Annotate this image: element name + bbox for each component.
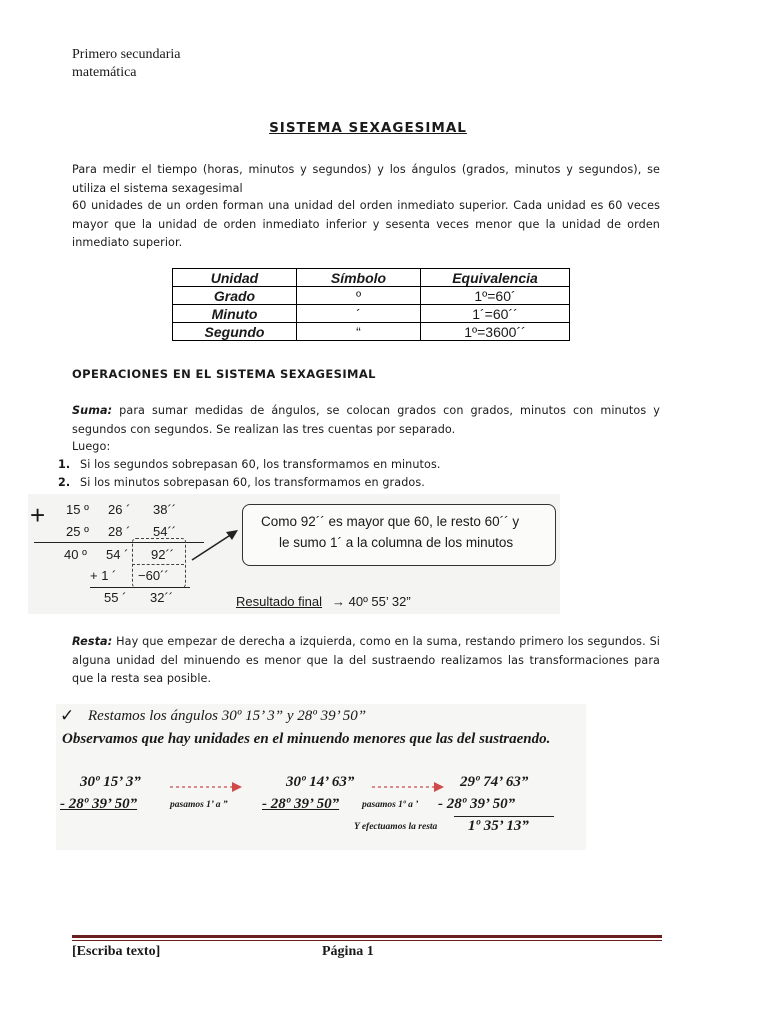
suma-paragraph — [72, 402, 660, 439]
table-cell: 1´=60´´ — [421, 305, 570, 323]
sum-row1-minutes: 26 ´ — [108, 502, 131, 517]
table-cell: Grado — [173, 287, 297, 305]
resta-b-subtrahend: - 28º 39’ 50” — [262, 796, 340, 812]
red-arrow-icon — [370, 780, 446, 794]
suma-label: Suma: — [72, 404, 113, 417]
table-row — [173, 323, 570, 341]
table-row — [173, 305, 570, 323]
table-cell: ´ — [297, 305, 421, 323]
intro-paragraph-2: 60 unidades de un orden forman una unidad del orden inmediato superior. Cada unidad es 60 veces mayor que la unidad de orden inmediato inferior y sesenta veces menor que la unidad de orden inmediato superior. — [72, 199, 660, 249]
resta-c-subtrahend: - 28º 39’ 50” — [438, 796, 516, 812]
table-cell: “ — [297, 323, 421, 341]
resta-example-figure — [56, 704, 586, 850]
arrow-icon — [188, 524, 244, 564]
step-text: Si los minutos sobrepasan 60, los transformamos en grados. — [80, 476, 425, 489]
table-cell: 1º=60´ — [421, 287, 570, 305]
resta-step-2-label: pasamos 1º a ’ — [362, 800, 419, 810]
result-value: → 40º 55’ 32” — [332, 594, 411, 609]
sum-subtract-seconds: −60´´ — [138, 568, 169, 583]
resta-text: Hay que empezar de derecha a izquierda, como en la suma, restando primero los segundos. Si alguna unidad del minuendo es menor que la del sustraendo realizamos las transformaciones para que la resta sea posible. — [72, 635, 660, 685]
suma-example-figure — [28, 494, 560, 614]
table-header-cell: Símbolo — [297, 269, 421, 287]
check-icon: ✓ — [60, 706, 75, 726]
resta-step-3-label: Y efectuamos la resta — [354, 822, 438, 832]
sum-row1-degrees: 15 º — [66, 502, 89, 517]
sum-row2-degrees: 25 º — [66, 524, 89, 539]
sum-result-minutes: 55 ´ — [104, 590, 127, 605]
resta-a-subtrahend: - 28º 39’ 50” — [60, 796, 138, 812]
operations-heading: OPERACIONES EN EL SISTEMA SEXAGESIMAL — [72, 367, 376, 381]
suma-step-1 — [58, 456, 441, 475]
explanation-line-1: Como 92´´ es mayor que 60, le resto 60´´ y — [261, 514, 520, 529]
sum-row3-seconds: 92´´ — [151, 547, 175, 562]
sum-row3-minutes: 54 ´ — [106, 547, 129, 562]
step-number: 2. — [58, 476, 71, 489]
suma-luego: Luego: — [72, 440, 111, 453]
resta-figure-line-2: Observamos que hay unidades en el minuendo menores que las del sustraendo. — [62, 731, 551, 747]
footer-rule-thick — [72, 935, 662, 938]
sum-row3-degrees: 40 º — [64, 547, 87, 562]
page-title: SISTEMA SEXAGESIMAL — [269, 120, 467, 136]
table-header-cell: Equivalencia — [421, 269, 570, 287]
table-cell: Minuto — [173, 305, 297, 323]
resta-b-minuend: 30º 14’ 63” — [286, 774, 355, 790]
explanation-box — [242, 504, 556, 566]
resta-label: Resta: — [72, 635, 113, 648]
explanation-line-2: le sumo 1´ a la columna de los minutos — [279, 535, 514, 550]
sum-row2-minutes: 28 ´ — [108, 524, 131, 539]
footer-page-number: Página 1 — [322, 944, 374, 959]
sum-result-seconds: 32´´ — [150, 590, 174, 605]
resta-step-1-label: pasamos 1’ a ” — [170, 800, 228, 810]
result-label: Resultado final — [236, 594, 322, 609]
table-cell: Segundo — [173, 323, 297, 341]
footer-placeholder-text: [Escriba texto] — [72, 944, 161, 959]
resta-paragraph — [72, 633, 660, 689]
intro-paragraph-1: Para medir el tiempo (horas, minutos y segundos) y los ángulos (grados, minutos y segundos), se utiliza el sistema sexagesimal — [72, 163, 660, 195]
equivalence-table — [172, 268, 570, 341]
red-arrow-icon — [168, 780, 244, 794]
table-header-cell: Unidad — [173, 269, 297, 287]
resta-c-result: 1º 35’ 13” — [468, 818, 529, 834]
plus-sign: + — [30, 500, 46, 530]
step-text: Si los segundos sobrepasan 60, los transformamos en minutos. — [80, 458, 441, 471]
table-cell: º — [297, 287, 421, 305]
seconds-separator — [132, 564, 184, 565]
suma-text: para sumar medidas de ángulos, se colocan grados con grados, minutos con minutos y segundos con segundos. Se realizan las tres cuentas por separado. — [72, 404, 660, 436]
table-cell: 1º=3600´´ — [421, 323, 570, 341]
sum-row1-seconds: 38´´ — [153, 502, 177, 517]
sum-row2-seconds: 54´´ — [153, 524, 177, 539]
sum-carry-minute: + 1 ´ — [90, 568, 117, 583]
table-row — [173, 287, 570, 305]
resta-figure-line-1: Restamos los ángulos 30º 15’ 3” y 28º 39’ 50” — [88, 708, 367, 724]
resta-c-minuend: 29º 74’ 63” — [460, 774, 529, 790]
footer-rule-thin — [72, 940, 662, 941]
resta-a-minuend: 30º 15’ 3” — [80, 774, 141, 790]
resta-c-line — [454, 816, 554, 817]
header-course: Primero secundaria — [72, 47, 181, 62]
suma-step-2 — [58, 474, 425, 493]
header-subject: matemática — [72, 65, 137, 80]
step-number: 1. — [58, 458, 71, 471]
carry-line — [90, 587, 190, 588]
table-header-row — [173, 269, 570, 287]
